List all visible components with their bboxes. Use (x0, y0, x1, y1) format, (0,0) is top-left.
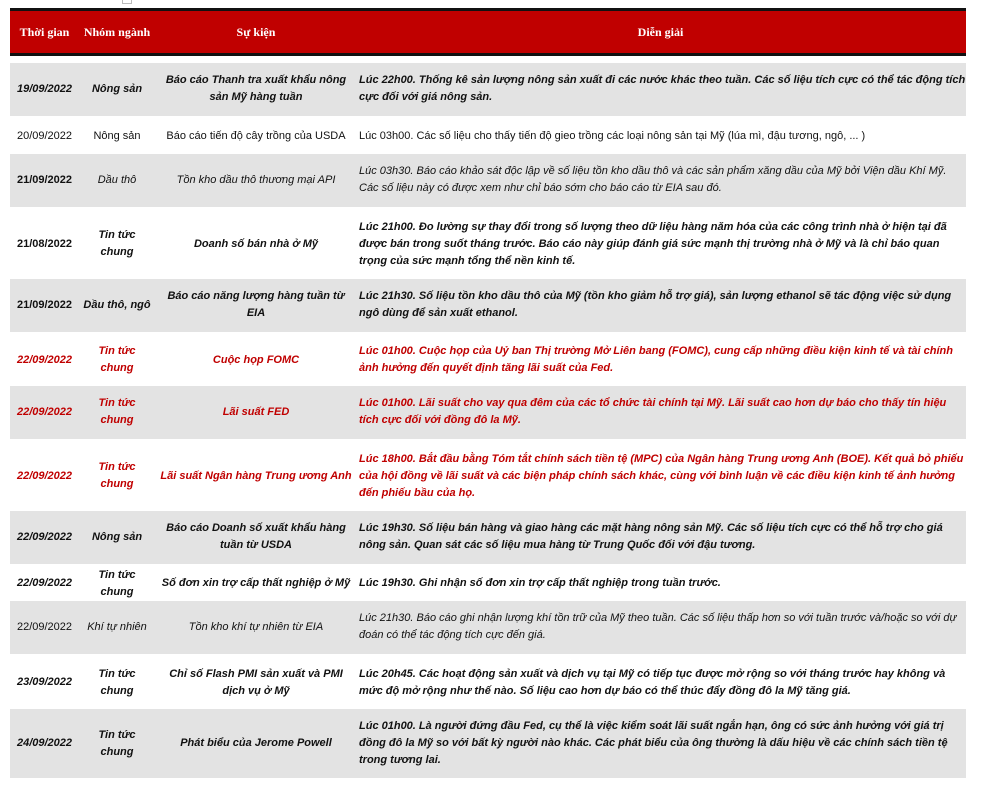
header-sector: Nhóm ngành (83, 24, 151, 39)
cell-sector: Tin tức chung (98, 345, 136, 375)
cell-event: Cuộc họp FOMC (212, 353, 300, 366)
cell-event: Tồn kho khí tự nhiên từ EIA (155, 601, 357, 655)
cell-date: 24/09/2022 (10, 709, 79, 778)
cell-date: 22/09/2022 (10, 601, 79, 655)
cell-description: Lúc 19h30. Số liệu bán hàng và giao hàng các mặt hàng nông sản Mỹ. Các số liệu tích cực có thể hỗ trợ cho giá nông sản. Quan sát các số liệu mua hàng từ Trung Quốc đối với đậu tương. (357, 511, 966, 565)
header-time: Thời gian (19, 24, 70, 39)
cell-description: Lúc 03h30. Báo cáo khảo sát độc lập về số liệu tồn kho dầu thô và các sản phẩm xăng dầu của Mỹ bởi Viện dầu Khí Mỹ. Các số liệu này có được xem như chỉ báo sớm cho báo cáo từ EIA sau đó. (357, 154, 966, 208)
table-row (10, 386, 966, 440)
cell-date: 21/09/2022 (10, 154, 79, 208)
cell-sector: Tin tức chung (98, 229, 136, 259)
cell-sector: Tin tức chung (79, 386, 155, 440)
table-row (10, 601, 966, 655)
cell-event: Doanh số bán nhà ở Mỹ (193, 237, 319, 250)
cell-description: Lúc 20h45. Các hoạt động sản xuất và dịch vụ tại Mỹ có tiếp tục được mở rộng so với tháng trước hay không và mức độ mở rộng như thế nào. Số liệu cao hơn dự báo có thể thúc đẩy đồng đô la Mỹ tăng giá. (359, 667, 946, 697)
cell-description: Lúc 18h00. Bắt đầu bằng Tóm tắt chính sách tiền tệ (MPC) của Ngân hàng Trung ương Anh (BOE). Kết quả bỏ phiếu của hội đồng về lãi suất và các biện pháp chính sách khác, cùng với bình luận về các điều kiện kinh tế ảnh hưởng đến phiếu bầu của họ. (359, 452, 964, 499)
cell-event: Số đơn xin trợ cấp thất nghiệp ở Mỹ (161, 577, 351, 590)
table-row (10, 279, 966, 333)
cell-date: 22/09/2022 (16, 353, 73, 366)
table-row (10, 208, 966, 279)
cell-sector: Nông sản (79, 511, 155, 565)
header-separator (10, 55, 966, 64)
cell-date: 21/09/2022 (10, 279, 79, 333)
cell-event: Tồn kho dầu thô thương mại API (155, 154, 357, 208)
cell-description: Lúc 19h30. Ghi nhận số đơn xin trợ cấp thất nghiệp trong tuần trước. (359, 577, 721, 590)
table-row (10, 117, 966, 154)
cell-event: Báo cáo Thanh tra xuất khẩu nông sản Mỹ hàng tuần (155, 63, 357, 117)
cell-date: 21/08/2022 (16, 237, 73, 250)
table-row (10, 655, 966, 709)
cell-description: Lúc 03h00. Các số liệu cho thấy tiến độ gieo trồng các loại nông sản tại Mỹ (lúa mì, đậu tương, ngô, ... ) (359, 129, 866, 142)
table-row (10, 63, 966, 117)
cell-description: Lúc 01h00. Lãi suất cho vay qua đêm của các tổ chức tài chính tại Mỹ. Lãi suất cao hơn dự báo cho thấy tín hiệu tích cực đối với đồng đô la Mỹ. (357, 386, 966, 440)
table-row (10, 440, 966, 511)
cell-date: 19/09/2022 (10, 63, 79, 117)
economic-calendar-table (10, 8, 966, 778)
cell-description: Lúc 21h00. Đo lường sự thay đổi trong số lượng theo dữ liệu hàng năm hóa của các công trình nhà ở hiện tại đã được bán trong suốt tháng trước. Báo cáo này giúp đánh giá sức mạnh thị trường nhà ở Mỹ và là chỉ báo quan trọng của sức mạnh tổng thể nền kinh tế. (359, 220, 947, 267)
cell-event: Báo cáo năng lượng hàng tuần từ EIA (155, 279, 357, 333)
cell-sector: Nông sản (79, 63, 155, 117)
cell-sector: Tin tức chung (98, 568, 136, 598)
cell-date: 23/09/2022 (16, 676, 73, 689)
cell-date: 22/09/2022 (16, 577, 73, 590)
cell-sector: Tin tức chung (79, 709, 155, 778)
cell-sector: Tin tức chung (98, 461, 136, 491)
table-row (10, 511, 966, 565)
cell-event: Lãi suất Ngân hàng Trung ương Anh (160, 469, 352, 482)
cell-event: Lãi suất FED (155, 386, 357, 440)
cell-sector: Nông sản (93, 129, 141, 142)
cell-description: Lúc 21h30. Báo cáo ghi nhận lượng khí tồn trữ của Mỹ theo tuần. Các số liệu thấp hơn so với tuần trước và/hoặc so với dự đoán có thể tác động tích cực đến giá. (357, 601, 966, 655)
cell-description: Lúc 22h00. Thống kê sản lượng nông sản xuất đi các nước khác theo tuần. Các số liệu tích cực có thể tác động tích cực đối với giá nông sản. (357, 63, 966, 117)
cell-sector: Tin tức chung (98, 667, 136, 697)
header-event: Sự kiện (236, 24, 276, 39)
cell-date: 22/09/2022 (10, 386, 79, 440)
cell-date: 22/09/2022 (10, 511, 79, 565)
cell-sector: Dầu thô, ngô (79, 279, 155, 333)
cell-event: Báo cáo Doanh số xuất khẩu hàng tuần từ USDA (155, 511, 357, 565)
table-row (10, 565, 966, 601)
cell-description: Lúc 01h00. Cuộc họp của Uỷ ban Thị trường Mở Liên bang (FOMC), cung cấp những điều kiện kinh tế và tài chính ảnh hưởng đến quyết định tăng lãi suất của Fed. (359, 345, 953, 375)
table-header-row (10, 10, 966, 55)
header-description: Diễn giải (637, 24, 684, 39)
cell-date: 22/09/2022 (16, 469, 73, 482)
cell-description: Lúc 21h30. Số liệu tồn kho dầu thô của Mỹ (tồn kho giảm hỗ trợ giá), sản lượng ethanol sẽ tác động việc sử dụng ngô dùng để sản xuất ethanol. (357, 279, 966, 333)
cell-sector: Dầu thô (79, 154, 155, 208)
cell-date: 20/09/2022 (16, 129, 73, 142)
table-row (10, 333, 966, 386)
top-rule (0, 0, 981, 8)
table-row (10, 709, 966, 778)
cell-event: Phát biểu của Jerome Powell (155, 709, 357, 778)
column-resize-marker (122, 0, 132, 4)
cell-description: Lúc 01h00. Là người đứng đầu Fed, cụ thể là việc kiểm soát lãi suất ngắn hạn, ông có sức ảnh hưởng với giá trị đồng đô la Mỹ so với bất kỳ người nào khác. Các phát biểu của ông thường là dấu hiệu về các chính sách tiền tệ trong tương lai. (357, 709, 966, 778)
cell-event: Báo cáo tiến độ cây trồng của USDA (166, 129, 346, 142)
table-row (10, 154, 966, 208)
cell-event: Chỉ số Flash PMI sản xuất và PMI dịch vụ ở Mỹ (169, 667, 343, 697)
cell-sector: Khí tự nhiên (79, 601, 155, 655)
